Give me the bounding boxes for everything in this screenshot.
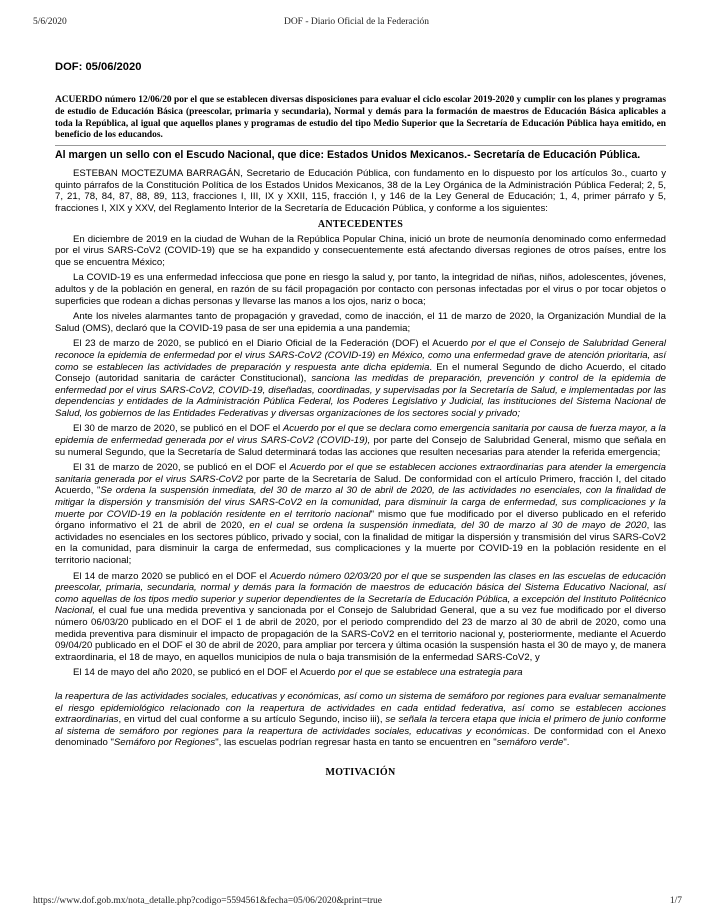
italic-run: Se ordena la suspensión inmediata, del 30 de marzo al 30 de abril de 2020, de las actividades no esenciales, con la finalidad de mitigar la dispersión y transmisión del virus SARS-CoV2 en la comunidad, para disminuir la carga de enfermedad, sus complicaciones y la muerte por COVID-19 en la población residente en el territorio nacional (55, 485, 666, 520)
paragraph-2: La COVID-19 es una enfermedad infecciosa que pone en riesgo la salud y, por tanto, la integridad de niñas, niños, adolescentes, jóvenes, adultos y de la población en general, en razón de su fácil propagación por contacto con personas infectadas por el virus o por tocar objetos o superficies que rodean a dichas personas y llevarse las manos a los ojos, nariz o boca; (55, 272, 666, 307)
margin-note: Al margen un sello con el Escudo Nacional, que dice: Estados Unidos Mexicanos.- Secretaría de Educación Pública. (55, 149, 641, 162)
text-run: . En el numeral Segundo de dicho Acuerdo, el citado Consejo (autoridad sanitaria de carácter Constitucional), (55, 361, 666, 385)
section-heading-motivacion: MOTIVACIÓN (325, 766, 396, 778)
italic-run: la reapertura de las actividades sociales, educativas y económicas, así como un sistema de semáforo por regiones para evaluar semanalmente el riesgo epidemiológico relacionado con la reapertura de actividades en cada entidad federativa, así como se establecen acciones extraordinarias (55, 690, 666, 726)
text-run: , las actividades no esenciales en los sectores público, privado y social, con la finalidad de mitigar la dispersión y transmisión del virus SARS-CoV2 en la comunidad, para disminuir la carga de enfermedad, sus complicaciones y la muerte por COVID-19 en la población residente en el territorio nacional; (55, 520, 667, 566)
paragraph-4 (55, 338, 666, 419)
italic-run: Acuerdo por el que se establecen acciones extraordinarias para atender la emergencia sanitaria generada por el virus SARS-CoV2 (55, 462, 666, 485)
text-run: el cual fue una medida preventiva y sancionada por el Consejo de Salubridad General, que a su vez fue modificado por el diverso número 06/03/20 publicado en el DOF el 1 de abril de 2020, por el periodo comprendido del 23 de marzo al 30 de abril de 2020, como una medida preventiva para disminuir el impacto de propagación de la SARS-CoV2 en el territorio nacional y, posteriormente, mediante el Acuerdo 09/04/20 publicado en el DOF el 30 de abril de 2020, para ampliar por tercera y última ocasión la suspensión hasta el 30 de mayo y, de manera extraordinaria, el 18 de mayo, en aquellos municipios de nula o baja transmisión de la enfermedad SARS-CoV2, y (55, 605, 666, 663)
text-run: . De conformidad con el Anexo denominado " (55, 725, 666, 749)
italic-run: por el que se establece una estrategia para (338, 667, 523, 679)
italic-run: semáforo verde (496, 737, 564, 749)
text-run: por parte del Consejo de Salubridad General, mismo que señala en su numeral Segundo, que la Secretaría de Salud determinará todas las acciones que resulten necesarias para atender la referida emergencia; (55, 435, 666, 458)
italic-run: Acuerdo número 02/03/20 por el que se suspenden las clases en las escuelas de educación preescolar, primaria, secundaria, normal y demás para la formación de maestros de educación básica del Sistema Educativo Nacional, así como aquellas de los tipos medio superior y superior dependientes de la Secretaría de Educación Pública, a excepción del Instituto Politécnico Nacional, (55, 570, 666, 617)
italic-run: por el que el Consejo de Salubridad General reconoce la epidemia de enfermedad por el virus SARS-CoV2 (COVID-19) en México, como una enfermedad grave de atención prioritaria, así como se establecen las actividades de preparación y respuesta ante dicha epidemia (55, 338, 666, 373)
text-run: El 30 de marzo de 2020, se publicó en el DOF el (73, 423, 283, 435)
text-run: ". (563, 737, 570, 749)
italic-run: en el cual se ordena la suspensión inmediata, del 30 de marzo al 30 de mayo de 2020 (249, 520, 647, 532)
print-site-title: DOF - Diario Oficial de la Federación (283, 17, 430, 27)
text-run: El 31 de marzo de 2020, se publicó en el DOF el (73, 462, 290, 474)
text-run: , en virtud del cual conforme a su artículo Segundo, inciso iii), (118, 714, 386, 726)
print-url: https://www.dof.gob.mx/nota_detalle.php?codigo=5594561&fecha=05/06/2020&print=true (33, 896, 382, 906)
italic-run: Semáforo por Regiones (113, 737, 216, 749)
paragraph-3: Ante los niveles alarmantes tanto de propagación y gravedad, como de inacción, el 11 de marzo de 2020, la Organización Mundial de la Salud (OMS), declaró que la COVID-19 pasa de ser una epidemia a una pandemia; (55, 311, 666, 334)
page-number: 1/7 (669, 896, 682, 906)
paragraph-7 (55, 571, 666, 664)
italic-run: sanciona las medidas de preparación, prevención y control de la epidemia de enfermedad por el virus SARS-CoV2, COVID-19, diseñadas, coordinadas, y supervisadas por la Secretaría de Salud, e implementadas por las dependencias y entidades de la Administración Pública Federal, los Poderes Legislativo y Judicial, las instituciones del Sistema Nacional de Salud, los gobiernos de las Entidades Federativas y diversas organizaciones de los sectores social y privado; (55, 373, 666, 419)
paragraph-6 (55, 462, 666, 566)
paragraph-1: En diciembre de 2019 en la ciudad de Wuhan de la República Popular China, inició un brote de neumonía denominado como enfermedad por el virus SARS-CoV2 (COVID-19) que se ha expandido y consecuentemente está afectando diversas regiones de otros países, entre los que se encuentra México; (55, 233, 666, 268)
section-heading-antecedentes: ANTECEDENTES (317, 218, 404, 230)
document-body (55, 61, 666, 782)
print-date: 5/6/2020 (33, 17, 67, 27)
italic-run: se señala la tercera etapa que inicia el primero de junio conforme al sistema de semáforo por regiones para la reapertura de actividades sociales, educativas y económicas (55, 714, 666, 737)
paragraph-8 (55, 667, 666, 679)
text-run: por parte de la Secretaría de Salud. De conformidad con el artículo Primero, fracción I, del citado Acuerdo, " (55, 473, 666, 497)
paragraph-9 (55, 691, 666, 749)
text-run: El 23 de marzo de 2020, se publicó en el Diario Oficial de la Federación (DOF) el Acuerdo (73, 338, 472, 350)
text-run: " mismo que fue modificado por el diverso publicado en el referido órgano informativo el 21 de abril de 2020, (55, 508, 666, 532)
text-run: El 14 de marzo 2020 se publicó en el DOF el (73, 570, 270, 582)
decree-summary: ACUERDO número 12/06/20 por el que se establecen diversas disposiciones para evaluar el ciclo escolar 2019-2020 y cumplir con los planes y programas de estudio de Educación Básica (preescolar, primaria y secundaria), Normal y demás para la formación de maestros de Educación Básica aplicables a toda la República, al igual que aquellos planes y programas de estudio del tipo Medio Superior que la Secretaría de Educación Pública haya emitido, en beneficio de los educandos. (55, 95, 666, 146)
italic-run: Acuerdo por el que se declara como emergencia sanitaria por causa de fuerza mayor, a la epidemia de enfermedad generada por el virus SARS-CoV2 (COVID-19), (55, 423, 666, 447)
dof-date: DOF: 05/06/2020 (55, 61, 142, 73)
intro-paragraph: ESTEBAN MOCTEZUMA BARRAGÁN, Secretario de Educación Pública, con fundamento en lo dispuesto por los artículos 3o., cuarto y quinto párrafos de la Constitución Política de los Estados Unidos Mexicanos, 38 de la Ley Orgánica de la Administración Pública Federal; 2, 5, 7, 21, 78, 84, 87, 88, 89, 113, fracciones I, III, IX y XXII, 115, fracción I, y 146 de la Ley General de Educación; 1, 4, primer párrafo y 5, fracciones I, XIX y XXV, del Reglamento Interior de la Secretaría de Educación Pública, y conforme a los siguientes: (55, 168, 666, 214)
text-run: El 14 de mayo del año 2020, se publicó en el DOF el Acuerdo (73, 667, 339, 679)
paragraph-5 (55, 423, 666, 458)
text-run: ", las escuelas podrían regresar hasta en tanto se encuentren en " (215, 737, 497, 749)
